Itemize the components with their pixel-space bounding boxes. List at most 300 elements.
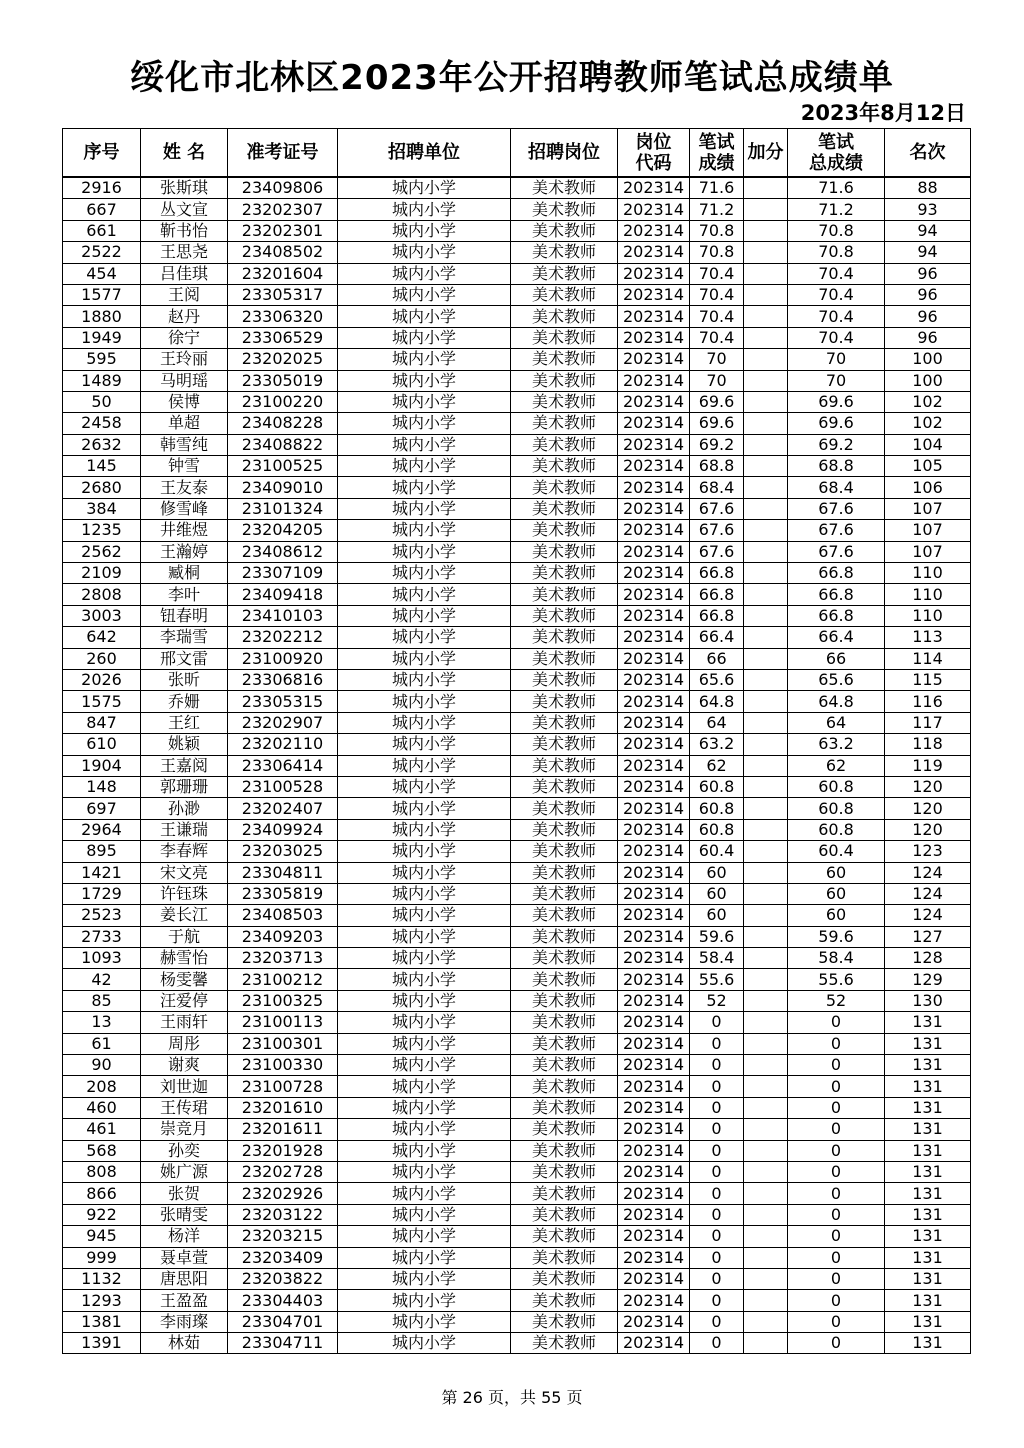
cell-col-name: 张晴雯: [141, 1204, 228, 1225]
cell-col-seq: 1381: [63, 1311, 141, 1332]
cell-col-name: 林茹: [141, 1333, 228, 1354]
cell-col-position-code: 202314: [618, 1226, 690, 1247]
cell-col-total-score: 0: [788, 1268, 885, 1289]
cell-col-exam-id: 23408822: [228, 434, 338, 455]
cell-col-total-score: 60.8: [788, 776, 885, 797]
cell-col-rank: 131: [885, 1247, 971, 1268]
cell-col-unit: 城内小学: [338, 862, 511, 883]
cell-col-bonus: [744, 1268, 788, 1289]
cell-col-seq: 945: [63, 1226, 141, 1247]
cell-col-written-score: 59.6: [690, 926, 744, 947]
cell-col-position-code: 202314: [618, 969, 690, 990]
cell-col-name: 周彤: [141, 1033, 228, 1054]
cell-col-position: 美术教师: [511, 1097, 618, 1118]
cell-col-unit: 城内小学: [338, 648, 511, 669]
cell-col-seq: 1132: [63, 1268, 141, 1289]
cell-col-position-code: 202314: [618, 1183, 690, 1204]
cell-col-total-score: 71.6: [788, 177, 885, 199]
cell-col-unit: 城内小学: [338, 841, 511, 862]
cell-col-seq: 642: [63, 627, 141, 648]
cell-col-name: 王玲丽: [141, 349, 228, 370]
cell-col-position: 美术教师: [511, 990, 618, 1011]
cell-col-unit: 城内小学: [338, 220, 511, 241]
table-row: [63, 391, 971, 412]
header-col-total-score: 笔试 总成绩: [788, 129, 885, 178]
cell-col-position-code: 202314: [618, 284, 690, 305]
cell-col-position: 美术教师: [511, 563, 618, 584]
cell-col-unit: 城内小学: [338, 627, 511, 648]
cell-col-written-score: 66.8: [690, 563, 744, 584]
cell-col-bonus: [744, 498, 788, 519]
cell-col-rank: 118: [885, 734, 971, 755]
table-row: [63, 948, 971, 969]
cell-col-exam-id: 23202907: [228, 712, 338, 733]
cell-col-name: 崇竞月: [141, 1119, 228, 1140]
cell-col-exam-id: 23201928: [228, 1140, 338, 1161]
cell-col-position-code: 202314: [618, 220, 690, 241]
cell-col-bonus: [744, 1012, 788, 1033]
cell-col-position-code: 202314: [618, 498, 690, 519]
cell-col-position-code: 202314: [618, 563, 690, 584]
cell-col-rank: 127: [885, 926, 971, 947]
cell-col-total-score: 66: [788, 648, 885, 669]
cell-col-total-score: 67.6: [788, 520, 885, 541]
cell-col-total-score: 68.8: [788, 456, 885, 477]
cell-col-name: 汪爱停: [141, 990, 228, 1011]
cell-col-written-score: 60.4: [690, 841, 744, 862]
cell-col-written-score: 66.8: [690, 584, 744, 605]
cell-col-exam-id: 23409924: [228, 819, 338, 840]
cell-col-name: 杨洋: [141, 1226, 228, 1247]
cell-col-name: 刘世迦: [141, 1076, 228, 1097]
cell-col-unit: 城内小学: [338, 477, 511, 498]
cell-col-position-code: 202314: [618, 669, 690, 690]
cell-col-name: 钮春明: [141, 605, 228, 626]
cell-col-unit: 城内小学: [338, 1012, 511, 1033]
cell-col-bonus: [744, 456, 788, 477]
cell-col-seq: 1093: [63, 948, 141, 969]
cell-col-position-code: 202314: [618, 648, 690, 669]
cell-col-total-score: 66.4: [788, 627, 885, 648]
cell-col-unit: 城内小学: [338, 605, 511, 626]
header-col-name: 姓 名: [141, 129, 228, 178]
cell-col-rank: 131: [885, 1268, 971, 1289]
cell-col-rank: 131: [885, 1183, 971, 1204]
table-row: [63, 1161, 971, 1182]
cell-col-total-score: 0: [788, 1033, 885, 1054]
cell-col-unit: 城内小学: [338, 1204, 511, 1225]
cell-col-position: 美术教师: [511, 327, 618, 348]
cell-col-rank: 96: [885, 284, 971, 305]
cell-col-seq: 866: [63, 1183, 141, 1204]
cell-col-position-code: 202314: [618, 1076, 690, 1097]
cell-col-written-score: 0: [690, 1119, 744, 1140]
cell-col-rank: 100: [885, 370, 971, 391]
cell-col-written-score: 71.6: [690, 177, 744, 199]
cell-col-position: 美术教师: [511, 1290, 618, 1311]
cell-col-name: 王盈盈: [141, 1290, 228, 1311]
table-row: [63, 520, 971, 541]
table-row: [63, 541, 971, 562]
cell-col-rank: 116: [885, 691, 971, 712]
cell-col-total-score: 70: [788, 370, 885, 391]
table-row: [63, 584, 971, 605]
cell-col-position-code: 202314: [618, 1247, 690, 1268]
cell-col-seq: 3003: [63, 605, 141, 626]
cell-col-position-code: 202314: [618, 905, 690, 926]
cell-col-written-score: 0: [690, 1055, 744, 1076]
cell-col-position-code: 202314: [618, 584, 690, 605]
cell-col-name: 王友泰: [141, 477, 228, 498]
cell-col-name: 王红: [141, 712, 228, 733]
cell-col-bonus: [744, 1055, 788, 1076]
cell-col-total-score: 70.4: [788, 284, 885, 305]
cell-col-seq: 922: [63, 1204, 141, 1225]
cell-col-bonus: [744, 1161, 788, 1182]
cell-col-rank: 100: [885, 349, 971, 370]
cell-col-seq: 2522: [63, 242, 141, 263]
cell-col-name: 丛文宣: [141, 199, 228, 220]
header-col-exam-id: 准考证号: [228, 129, 338, 178]
cell-col-position: 美术教师: [511, 584, 618, 605]
table-row: [63, 1012, 971, 1033]
cell-col-rank: 131: [885, 1290, 971, 1311]
cell-col-name: 姚广源: [141, 1161, 228, 1182]
cell-col-position: 美术教师: [511, 1140, 618, 1161]
page-title: 绥化市北林区2023年公开招聘教师笔试总成绩单: [130, 58, 894, 98]
cell-col-rank: 106: [885, 477, 971, 498]
cell-col-bonus: [744, 819, 788, 840]
cell-col-seq: 148: [63, 776, 141, 797]
cell-col-name: 李叶: [141, 584, 228, 605]
cell-col-seq: 2632: [63, 434, 141, 455]
header-col-written-score: 笔试 成绩: [690, 129, 744, 178]
cell-col-rank: 120: [885, 798, 971, 819]
cell-col-position-code: 202314: [618, 199, 690, 220]
cell-col-exam-id: 23201610: [228, 1097, 338, 1118]
cell-col-position: 美术教师: [511, 627, 618, 648]
cell-col-bonus: [744, 990, 788, 1011]
cell-col-bonus: [744, 541, 788, 562]
cell-col-position: 美术教师: [511, 1247, 618, 1268]
cell-col-bonus: [744, 1076, 788, 1097]
cell-col-written-score: 60: [690, 905, 744, 926]
table-row: [63, 220, 971, 241]
cell-col-seq: 1391: [63, 1333, 141, 1354]
cell-col-exam-id: 23306529: [228, 327, 338, 348]
cell-col-total-score: 0: [788, 1226, 885, 1247]
cell-col-bonus: [744, 1033, 788, 1054]
cell-col-exam-id: 23408502: [228, 242, 338, 263]
cell-col-seq: 1880: [63, 306, 141, 327]
cell-col-total-score: 66.8: [788, 605, 885, 626]
cell-col-position-code: 202314: [618, 434, 690, 455]
cell-col-rank: 130: [885, 990, 971, 1011]
cell-col-total-score: 0: [788, 1161, 885, 1182]
cell-col-rank: 131: [885, 1226, 971, 1247]
cell-col-position-code: 202314: [618, 263, 690, 284]
header-col-bonus: 加分: [744, 129, 788, 178]
cell-col-exam-id: 23203822: [228, 1268, 338, 1289]
cell-col-position-code: 202314: [618, 1290, 690, 1311]
cell-col-total-score: 60.4: [788, 841, 885, 862]
cell-col-position-code: 202314: [618, 242, 690, 263]
cell-col-name: 王雨轩: [141, 1012, 228, 1033]
cell-col-position-code: 202314: [618, 948, 690, 969]
cell-col-bonus: [744, 584, 788, 605]
cell-col-total-score: 60.8: [788, 798, 885, 819]
cell-col-exam-id: 23202926: [228, 1183, 338, 1204]
cell-col-bonus: [744, 1311, 788, 1332]
cell-col-name: 钟雪: [141, 456, 228, 477]
cell-col-total-score: 52: [788, 990, 885, 1011]
cell-col-unit: 城内小学: [338, 1140, 511, 1161]
cell-col-position: 美术教师: [511, 841, 618, 862]
cell-col-total-score: 60: [788, 883, 885, 904]
cell-col-written-score: 69.2: [690, 434, 744, 455]
cell-col-written-score: 65.6: [690, 669, 744, 690]
cell-col-unit: 城内小学: [338, 284, 511, 305]
cell-col-bonus: [744, 776, 788, 797]
cell-col-bonus: [744, 841, 788, 862]
cell-col-written-score: 0: [690, 1097, 744, 1118]
cell-col-position-code: 202314: [618, 1033, 690, 1054]
cell-col-rank: 115: [885, 669, 971, 690]
cell-col-bonus: [744, 370, 788, 391]
cell-col-position-code: 202314: [618, 841, 690, 862]
cell-col-name: 许钰珠: [141, 883, 228, 904]
cell-col-position-code: 202314: [618, 627, 690, 648]
cell-col-exam-id: 23409010: [228, 477, 338, 498]
cell-col-position: 美术教师: [511, 456, 618, 477]
cell-col-written-score: 70: [690, 349, 744, 370]
cell-col-seq: 2964: [63, 819, 141, 840]
cell-col-written-score: 70.4: [690, 284, 744, 305]
cell-col-bonus: [744, 691, 788, 712]
cell-col-exam-id: 23202212: [228, 627, 338, 648]
cell-col-exam-id: 23305315: [228, 691, 338, 712]
cell-col-position: 美术教师: [511, 1333, 618, 1354]
cell-col-exam-id: 23408612: [228, 541, 338, 562]
cell-col-name: 李瑞雪: [141, 627, 228, 648]
cell-col-position: 美术教师: [511, 883, 618, 904]
cell-col-position: 美术教师: [511, 905, 618, 926]
cell-col-rank: 119: [885, 755, 971, 776]
cell-col-written-score: 0: [690, 1268, 744, 1289]
cell-col-position-code: 202314: [618, 776, 690, 797]
table-row: [63, 862, 971, 883]
cell-col-bonus: [744, 327, 788, 348]
cell-col-position: 美术教师: [511, 648, 618, 669]
cell-col-unit: 城内小学: [338, 969, 511, 990]
cell-col-unit: 城内小学: [338, 1033, 511, 1054]
cell-col-exam-id: 23304811: [228, 862, 338, 883]
cell-col-rank: 105: [885, 456, 971, 477]
table-row: [63, 926, 971, 947]
cell-col-exam-id: 23100212: [228, 969, 338, 990]
cell-col-rank: 107: [885, 498, 971, 519]
cell-col-position: 美术教师: [511, 434, 618, 455]
cell-col-total-score: 69.6: [788, 413, 885, 434]
cell-col-position-code: 202314: [618, 926, 690, 947]
cell-col-unit: 城内小学: [338, 990, 511, 1011]
cell-col-seq: 1904: [63, 755, 141, 776]
table-row: [63, 883, 971, 904]
table-row: [63, 1055, 971, 1076]
cell-col-position: 美术教师: [511, 477, 618, 498]
cell-col-exam-id: 23203215: [228, 1226, 338, 1247]
cell-col-name: 孙渺: [141, 798, 228, 819]
cell-col-exam-id: 23202307: [228, 199, 338, 220]
cell-col-total-score: 64: [788, 712, 885, 733]
table-row: [63, 691, 971, 712]
cell-col-position-code: 202314: [618, 1055, 690, 1076]
cell-col-written-score: 69.6: [690, 391, 744, 412]
cell-col-bonus: [744, 605, 788, 626]
table-row: [63, 1290, 971, 1311]
cell-col-position: 美术教师: [511, 948, 618, 969]
table-row: [63, 498, 971, 519]
cell-col-seq: 999: [63, 1247, 141, 1268]
cell-col-exam-id: 23304701: [228, 1311, 338, 1332]
cell-col-rank: 94: [885, 220, 971, 241]
cell-col-rank: 93: [885, 199, 971, 220]
cell-col-position: 美术教师: [511, 413, 618, 434]
cell-col-unit: 城内小学: [338, 1183, 511, 1204]
cell-col-position-code: 202314: [618, 798, 690, 819]
table-row: [63, 456, 971, 477]
cell-col-rank: 124: [885, 883, 971, 904]
cell-col-bonus: [744, 798, 788, 819]
cell-col-bonus: [744, 1119, 788, 1140]
cell-col-position: 美术教师: [511, 926, 618, 947]
cell-col-written-score: 67.6: [690, 498, 744, 519]
cell-col-bonus: [744, 349, 788, 370]
table-row: [63, 627, 971, 648]
cell-col-exam-id: 23304403: [228, 1290, 338, 1311]
cell-col-bonus: [744, 284, 788, 305]
cell-col-name: 杨雯馨: [141, 969, 228, 990]
cell-col-total-score: 66.8: [788, 563, 885, 584]
cell-col-exam-id: 23204205: [228, 520, 338, 541]
cell-col-total-score: 69.6: [788, 391, 885, 412]
cell-col-seq: 610: [63, 734, 141, 755]
cell-col-bonus: [744, 969, 788, 990]
cell-col-bonus: [744, 177, 788, 199]
cell-col-seq: 2523: [63, 905, 141, 926]
cell-col-unit: 城内小学: [338, 1076, 511, 1097]
cell-col-unit: 城内小学: [338, 349, 511, 370]
cell-col-bonus: [744, 520, 788, 541]
cell-col-name: 于航: [141, 926, 228, 947]
table-row: [63, 1226, 971, 1247]
cell-col-exam-id: 23306414: [228, 755, 338, 776]
cell-col-unit: 城内小学: [338, 456, 511, 477]
cell-col-rank: 131: [885, 1076, 971, 1097]
cell-col-written-score: 58.4: [690, 948, 744, 969]
cell-col-name: 张斯琪: [141, 177, 228, 199]
cell-col-bonus: [744, 948, 788, 969]
cell-col-written-score: 60: [690, 862, 744, 883]
cell-col-position: 美术教师: [511, 1226, 618, 1247]
cell-col-unit: 城内小学: [338, 819, 511, 840]
cell-col-total-score: 0: [788, 1204, 885, 1225]
cell-col-position: 美术教师: [511, 798, 618, 819]
cell-col-rank: 110: [885, 563, 971, 584]
cell-col-written-score: 60.8: [690, 819, 744, 840]
cell-col-seq: 61: [63, 1033, 141, 1054]
cell-col-unit: 城内小学: [338, 520, 511, 541]
cell-col-name: 姜长江: [141, 905, 228, 926]
cell-col-bonus: [744, 1226, 788, 1247]
cell-col-exam-id: 23304711: [228, 1333, 338, 1354]
cell-col-seq: 595: [63, 349, 141, 370]
cell-col-seq: 85: [63, 990, 141, 1011]
cell-col-position: 美术教师: [511, 734, 618, 755]
cell-col-exam-id: 23306320: [228, 306, 338, 327]
cell-col-unit: 城内小学: [338, 691, 511, 712]
cell-col-unit: 城内小学: [338, 905, 511, 926]
table-row: [63, 990, 971, 1011]
cell-col-bonus: [744, 220, 788, 241]
cell-col-written-score: 64.8: [690, 691, 744, 712]
table-row: [63, 1119, 971, 1140]
cell-col-seq: 454: [63, 263, 141, 284]
cell-col-unit: 城内小学: [338, 883, 511, 904]
cell-col-written-score: 0: [690, 1311, 744, 1332]
cell-col-exam-id: 23203025: [228, 841, 338, 862]
cell-col-seq: 2458: [63, 413, 141, 434]
cell-col-bonus: [744, 883, 788, 904]
cell-col-rank: 102: [885, 413, 971, 434]
cell-col-exam-id: 23202407: [228, 798, 338, 819]
cell-col-name: 张贺: [141, 1183, 228, 1204]
table-row: [63, 1268, 971, 1289]
cell-col-bonus: [744, 648, 788, 669]
cell-col-seq: 260: [63, 648, 141, 669]
cell-col-position: 美术教师: [511, 1204, 618, 1225]
table-row: [63, 841, 971, 862]
cell-col-rank: 120: [885, 819, 971, 840]
table-row: [63, 798, 971, 819]
cell-col-position: 美术教师: [511, 370, 618, 391]
cell-col-seq: 13: [63, 1012, 141, 1033]
cell-col-seq: 2733: [63, 926, 141, 947]
cell-col-exam-id: 23100728: [228, 1076, 338, 1097]
cell-col-position-code: 202314: [618, 327, 690, 348]
cell-col-bonus: [744, 263, 788, 284]
cell-col-position: 美术教师: [511, 242, 618, 263]
cell-col-rank: 96: [885, 263, 971, 284]
cell-col-position: 美术教师: [511, 1161, 618, 1182]
cell-col-position: 美术教师: [511, 1033, 618, 1054]
cell-col-total-score: 63.2: [788, 734, 885, 755]
cell-col-seq: 42: [63, 969, 141, 990]
cell-col-written-score: 0: [690, 1012, 744, 1033]
cell-col-rank: 120: [885, 776, 971, 797]
cell-col-position-code: 202314: [618, 177, 690, 199]
cell-col-total-score: 0: [788, 1097, 885, 1118]
cell-col-total-score: 60.8: [788, 819, 885, 840]
cell-col-rank: 131: [885, 1161, 971, 1182]
cell-col-position: 美术教师: [511, 498, 618, 519]
cell-col-total-score: 59.6: [788, 926, 885, 947]
table-row: [63, 776, 971, 797]
cell-col-total-score: 60: [788, 905, 885, 926]
cell-col-rank: 131: [885, 1012, 971, 1033]
header-col-seq: 序号: [63, 129, 141, 178]
cell-col-total-score: 70: [788, 349, 885, 370]
